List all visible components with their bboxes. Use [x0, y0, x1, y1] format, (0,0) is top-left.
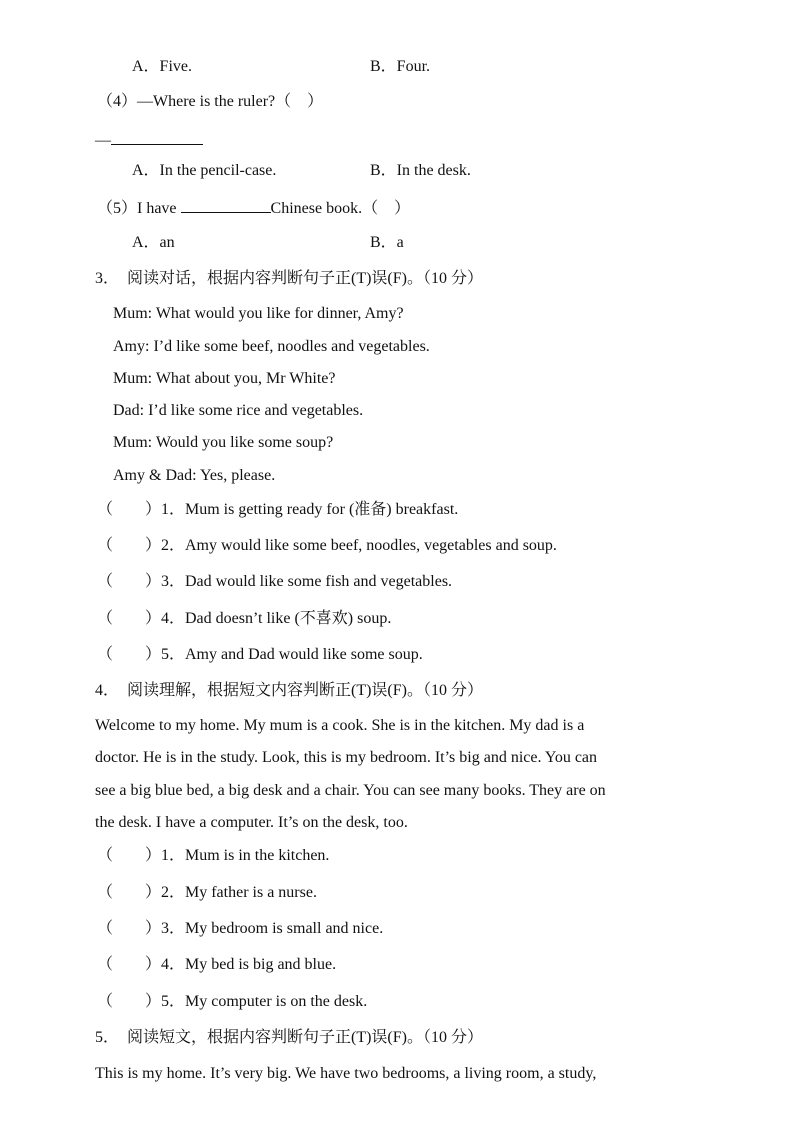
section3-dialogue-line: Dad: I’d like some rice and vegetables. [113, 402, 364, 419]
section4-statement: （ ）3．My bedroom is small and nice. [97, 920, 384, 937]
section3-statement: （ ）5．Amy and Dad would like some soup. [97, 646, 423, 663]
section4-heading: 4． 阅读理解，根据短文内容判断正(T)误(F)。（10 分） [95, 682, 483, 699]
section5-passage-line: This is my home. It’s very big. We have two bedrooms, a living room, a study, [95, 1065, 597, 1082]
section3-heading: 3． 阅读对话，根据内容判断句子正(T)误(F)。（10 分） [95, 270, 483, 287]
section3-statement: （ ）3．Dad would like some fish and vegetables. [97, 573, 453, 590]
section4-passage-line: the desk. I have a computer. It’s on the desk, too. [95, 814, 408, 831]
section3-statement: （ ）4．Dad doesn’t like (不喜欢) soup. [97, 610, 392, 627]
section3-statement: （ ）2．Amy would like some beef, noodles, vegetables and soup. [97, 537, 557, 554]
section3-dialogue-line: Mum: What about you, Mr White? [113, 370, 336, 387]
section5-heading: 5． 阅读短文，根据内容判断句子正(T)误(F)。（10 分） [95, 1029, 483, 1046]
section4-statement: （ ）2．My father is a nurse. [97, 884, 317, 901]
q3-option-b: B．Four. [370, 58, 431, 75]
q3-option-a: A．Five. [132, 58, 193, 75]
section4-passage-line: doctor. He is in the study. Look, this is my bedroom. It’s big and nice. You can [95, 749, 598, 766]
q5-blank[interactable] [181, 197, 271, 213]
q4-option-b: B．In the desk. [370, 162, 471, 179]
q4-answer-line [95, 129, 203, 151]
q5-prompt-before: （5）I have [97, 200, 181, 217]
q4-answer-blank[interactable] [111, 129, 203, 145]
section4-statement: （ ）1．Mum is in the kitchen. [97, 847, 330, 864]
q4-prompt: （4）—Where is the ruler?（ ） [97, 93, 324, 110]
section4-statement: （ ）5．My computer is on the desk. [97, 993, 368, 1010]
section3-dialogue-line: Amy & Dad: Yes, please. [113, 467, 276, 484]
q5-option-a: A．an [132, 234, 175, 251]
q5-option-b: B．a [370, 234, 404, 251]
q5-prompt-after: Chinese book.（ ） [270, 200, 411, 217]
q5-prompt [97, 197, 410, 219]
section4-passage-line: see a big blue bed, a big desk and a chair. You can see many books. They are on [95, 782, 606, 799]
section3-statement: （ ）1．Mum is getting ready for (准备) breakfast. [97, 501, 459, 518]
q4-option-a: A．In the pencil-case. [132, 162, 277, 179]
section3-dialogue-line: Mum: Would you like some soup? [113, 434, 334, 451]
section4-passage-line: Welcome to my home. My mum is a cook. She is in the kitchen. My dad is a [95, 717, 585, 734]
section3-dialogue-line: Amy: I’d like some beef, noodles and vegetables. [113, 338, 430, 355]
section3-dialogue-line: Mum: What would you like for dinner, Amy? [113, 305, 404, 322]
q4-answer-dash: — [95, 132, 111, 149]
section4-statement: （ ）4．My bed is big and blue. [97, 956, 337, 973]
